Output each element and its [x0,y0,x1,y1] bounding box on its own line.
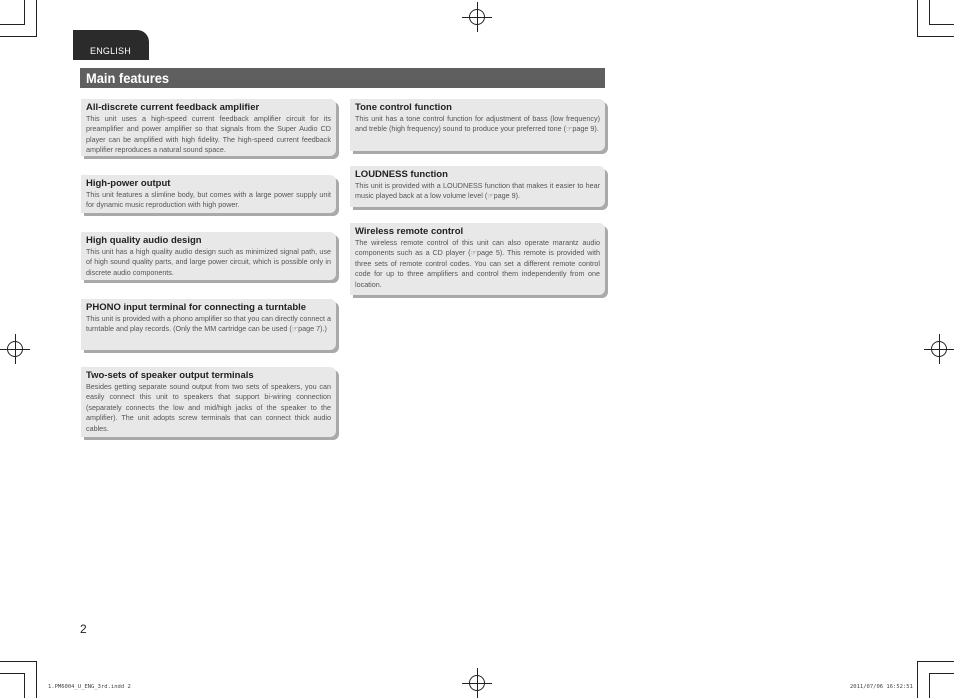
feature-title: High quality audio design [86,235,202,246]
feature-title: PHONO input terminal for connecting a turntable [86,302,307,313]
crop-mark [24,0,25,25]
feature-box [81,299,336,350]
section-title-bar [80,68,605,88]
feature-body: Besides getting separate sound output from two sets of speakers, you can easily connect this unit to speakers that support bi-wiring connection (separately connects the low and mid/high jacks of the speaker to the amplifier). The unit adopts screw terminals that can connect thick audio cables. [86,382,331,433]
crop-mark [0,661,37,662]
feature-title: Two-sets of speaker output terminals [86,370,254,381]
crop-mark [0,24,25,25]
feature-title: Tone control function [355,102,452,113]
feature-title: LOUDNESS function [355,169,448,180]
crop-mark [917,36,954,37]
feature-body: This unit is provided with a phono amplifier so that you can directly connect a turntable and play records. (Only the MM cartridge can be used (☞page 7).) [86,314,331,334]
feature-body: This unit features a slimline body, but comes with a large power supply unit for dynamic music reproduction with high power. [86,190,331,210]
print-slug-file: 1.PM6004_U_ENG_3rd.indd 2 [48,684,131,690]
feature-box [350,99,605,151]
feature-box [81,99,336,156]
crop-mark [0,36,37,37]
page-number: 2 [80,622,87,636]
crop-mark [917,0,918,37]
feature-body: This unit has a high quality audio design such as minimized signal path, use of high sound quality parts, and large power circuit, which is possible only in discrete audio components. [86,247,331,277]
crop-mark [36,661,37,698]
crop-mark [929,673,930,698]
crop-mark [24,673,25,698]
feature-box [350,223,605,295]
crop-mark [929,0,930,25]
print-slug-timestamp: 2011/07/06 16:52:51 [850,684,913,690]
crop-mark [0,673,25,674]
feature-box [81,232,336,280]
feature-body: This unit has a tone control function for adjustment of bass (low frequency) and treble (high frequency) sound to produce your preferred tone (☞page 9). [355,114,600,134]
feature-title: All-discrete current feedback amplifier [86,102,260,113]
language-label: ENGLISH [90,46,131,56]
feature-box [81,175,336,213]
registration-mark-left [0,334,30,364]
section-title: Main features [86,70,170,86]
crop-mark [929,673,954,674]
language-tab [73,30,149,60]
crop-mark [917,661,918,698]
crop-mark [929,24,954,25]
feature-body: This unit uses a high-speed current feedback amplifier circuit for its preamplifier and power amplifier so that signals from the Super Audio CD player can be amplified with high fidelity. The high-speed current feedback amplifier reproduces a natural sound space. [86,114,331,155]
feature-box [81,367,336,437]
feature-body: The wireless remote control of this unit can also operate marantz audio components such as a CD player (☞page 5). This remote is provided with three sets of remote control codes. You can set a different remote control code for up to three amplifiers and control them independently from one location. [355,238,600,289]
registration-mark-right [924,334,954,364]
registration-mark-bottom [462,668,492,698]
feature-title: High-power output [86,178,171,189]
feature-body: This unit is provided with a LOUDNESS function that makes it easier to hear music played back at a low volume level (☞page 9). [355,181,600,201]
crop-mark [36,0,37,37]
feature-title: Wireless remote control [355,226,464,237]
feature-box [350,166,605,207]
registration-mark-top [462,2,492,32]
crop-mark [917,661,954,662]
